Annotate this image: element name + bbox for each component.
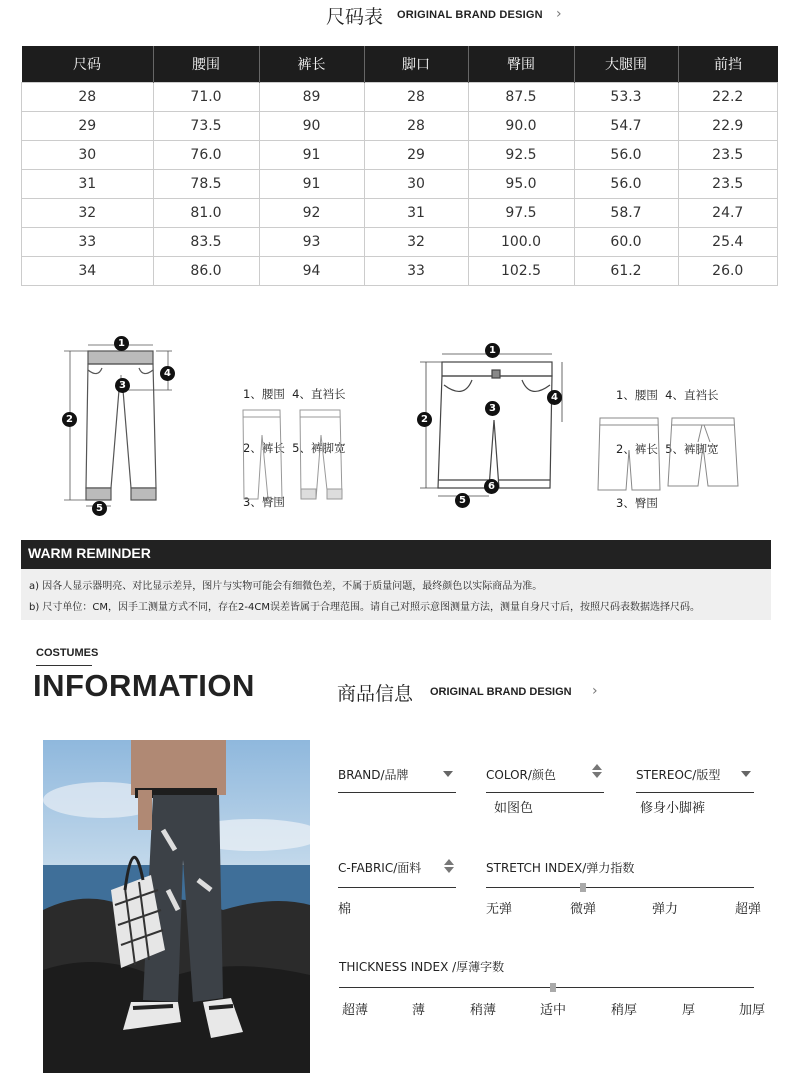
chevron-right-icon: › [556,6,562,22]
table-cell: 97.5 [468,199,574,228]
table-row [22,83,778,112]
table-row [22,112,778,141]
size-table-header [22,46,778,83]
table-cell: 87.5 [468,83,574,112]
pants-measurement-diagram [58,330,188,520]
table-cell: 91 [259,141,364,170]
product-info-subtitle: ORIGINAL BRAND DESIGN [430,686,572,698]
column-header: 尺码 [22,46,154,83]
table-cell: 95.0 [468,170,574,199]
thickness-label: THICKNESS INDEX /厚薄字数 [339,960,505,974]
size-table [21,46,778,286]
marker-3: 3 [115,378,130,393]
table-cell: 90.0 [468,112,574,141]
dropdown-caret-icon[interactable] [741,771,751,777]
table-cell: 86.0 [153,257,259,286]
table-cell: 30 [22,141,154,170]
marker-6: 6 [484,479,499,494]
legend-line: 2、裤长 5、裤脚宽 [243,441,346,455]
table-cell: 58.7 [574,199,678,228]
stretch-scale-marker [580,883,586,892]
scale-option: 稍薄 [470,1003,497,1018]
table-cell: 29 [364,141,468,170]
fabric-value: 棉 [338,902,352,917]
table-cell: 30 [364,170,468,199]
table-cell: 93 [259,228,364,257]
table-cell: 24.7 [678,199,778,228]
table-cell: 53.3 [574,83,678,112]
stretch-scale-track [486,887,754,888]
size-chart-title: 尺码表 [326,6,384,28]
reminder-line-b: b) 尺寸单位：CM，因手工测量方式不同，存在2-4CM误差皆属于合理范围。请自己对照示意图测量方法，测量自身尺寸后，按照尺码表数据选择尺码。 [29,602,700,613]
table-row [22,170,778,199]
table-cell: 28 [364,83,468,112]
table-cell: 31 [364,199,468,228]
scale-option: 加厚 [739,1003,766,1018]
up-down-arrows-icon[interactable] [592,764,602,778]
marker-4: 4 [547,390,562,405]
reminder-line-a: a) 因各人显示器明亮、对比显示差异，图片与实物可能会有细微色差，不属于质量问题，最终颜色以实际商品为准。 [29,581,543,592]
column-header: 脚口 [364,46,468,83]
stereo-label: STEREOC/版型 [636,768,721,782]
thickness-scale-track [339,987,754,988]
table-cell: 102.5 [468,257,574,286]
fabric-label: C-FABRIC/面料 [338,861,422,875]
scale-option: 超薄 [342,1003,369,1018]
chevron-right-icon: › [592,683,598,699]
table-cell: 22.2 [678,83,778,112]
table-cell: 22.9 [678,112,778,141]
table-cell: 33 [364,257,468,286]
brand-label: BRAND/品牌 [338,768,409,782]
table-cell: 90 [259,112,364,141]
column-header: 前挡 [678,46,778,83]
color-label: COLOR/颜色 [486,768,556,782]
table-row [22,228,778,257]
table-cell: 23.5 [678,141,778,170]
table-cell: 29 [22,112,154,141]
table-cell: 26.0 [678,257,778,286]
table-row [22,141,778,170]
table-cell: 32 [364,228,468,257]
legend-line: 3、臀围 [616,496,658,510]
marker-1: 1 [114,336,129,351]
marker-2: 2 [62,412,77,427]
scale-option: 薄 [412,1003,426,1018]
table-cell: 100.0 [468,228,574,257]
scale-option: 适中 [540,1003,567,1018]
shorts-front-back-icon [594,414,744,494]
divider [636,792,754,793]
color-value: 如图色 [494,801,534,816]
table-cell: 92 [259,199,364,228]
marker-3: 3 [485,401,500,416]
table-cell: 23.5 [678,170,778,199]
scale-option: 无弹 [486,902,513,917]
costumes-label: COSTUMES [36,647,99,659]
marker-5: 5 [92,501,107,516]
size-chart-subtitle: ORIGINAL BRAND DESIGN [397,9,543,21]
scale-option: 超弹 [735,902,762,917]
table-cell: 33 [22,228,154,257]
table-cell: 89 [259,83,364,112]
legend-line: 1、腰围 4、直裆长 [616,388,719,402]
table-row [22,199,778,228]
table-cell: 28 [22,83,154,112]
column-header: 臀围 [468,46,574,83]
column-header: 腰围 [153,46,259,83]
legend-line: 1、腰围 4、直裆长 [243,387,346,401]
table-row [22,257,778,286]
table-cell: 32 [22,199,154,228]
dropdown-caret-icon[interactable] [443,771,453,777]
pants-front-back-icon [238,407,348,505]
information-title: INFORMATION [33,668,255,703]
table-cell: 56.0 [574,170,678,199]
table-cell: 71.0 [153,83,259,112]
table-cell: 83.5 [153,228,259,257]
table-cell: 31 [22,170,154,199]
table-cell: 91 [259,170,364,199]
up-down-arrows-icon[interactable] [444,859,454,873]
table-cell: 60.0 [574,228,678,257]
product-info-title: 商品信息 [337,683,414,705]
divider [338,792,456,793]
column-header: 裤长 [259,46,364,83]
table-cell: 61.2 [574,257,678,286]
column-header: 大腿围 [574,46,678,83]
table-cell: 78.5 [153,170,259,199]
divider [486,792,604,793]
scale-option: 弹力 [652,902,679,917]
table-cell: 81.0 [153,199,259,228]
stereo-value: 修身小脚裤 [640,801,706,816]
product-photo [43,740,310,1073]
scale-option: 微弹 [570,902,597,917]
warm-reminder-title: WARM REMINDER [28,545,151,561]
thickness-scale-marker [550,983,556,992]
table-cell: 56.0 [574,141,678,170]
divider [338,887,456,888]
stretch-label: STRETCH INDEX/弹力指数 [486,861,635,875]
marker-4: 4 [160,366,175,381]
scale-option: 稍厚 [611,1003,638,1018]
marker-5: 5 [455,493,470,508]
table-cell: 28 [364,112,468,141]
divider [36,665,92,666]
legend-line: 3、臀围 [243,495,285,509]
table-cell: 73.5 [153,112,259,141]
table-cell: 76.0 [153,141,259,170]
marker-2: 2 [417,412,432,427]
table-cell: 34 [22,257,154,286]
marker-1: 1 [485,343,500,358]
legend-line: 2、裤长 5、裤脚宽 [616,442,719,456]
scale-option: 厚 [682,1003,696,1018]
table-cell: 25.4 [678,228,778,257]
table-cell: 92.5 [468,141,574,170]
table-cell: 94 [259,257,364,286]
table-cell: 54.7 [574,112,678,141]
